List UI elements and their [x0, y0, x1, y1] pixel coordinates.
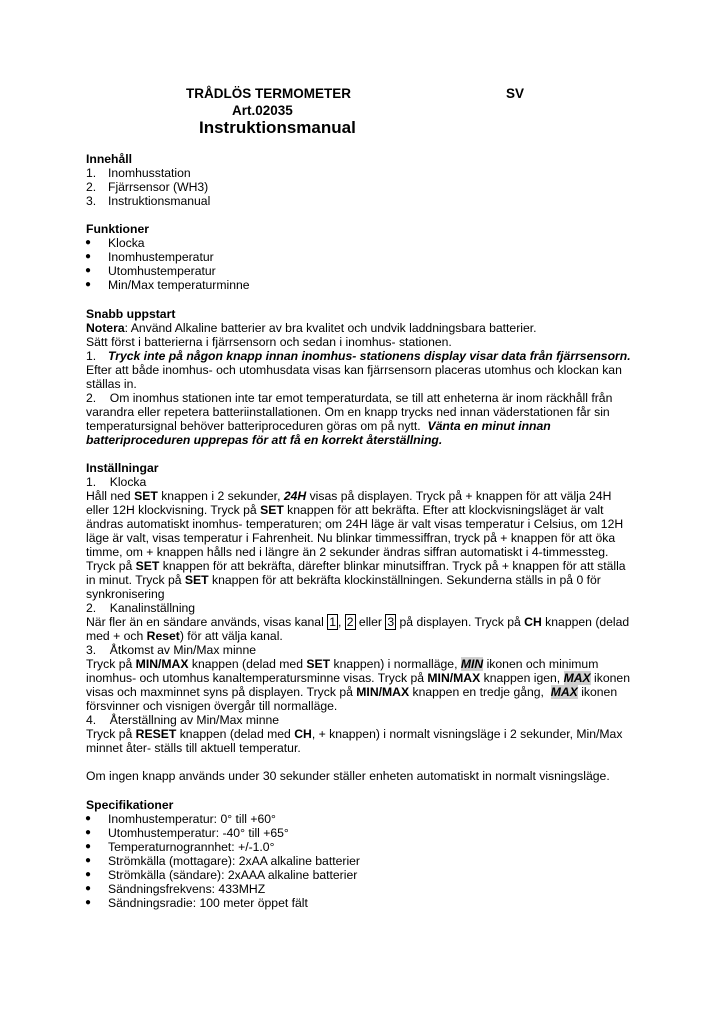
text-span: knappen (delad med: [176, 727, 295, 741]
channel-title: 2. Kanalinställning: [86, 601, 196, 615]
text-span: Håll ned: [86, 489, 135, 503]
text-span: Tryck på: [86, 727, 136, 741]
text-span: knappen för att bekräfta. Efter att klockvisningsläget är valt: [283, 503, 604, 517]
language-code: SV: [506, 86, 525, 101]
text-span: knappen en tredje gång,: [409, 685, 551, 699]
text-span: visas och maxminnet syns på displayen. Tryck på: [86, 685, 357, 699]
document-title: TRÅDLÖS TERMOMETER: [186, 86, 351, 101]
list-item: ● Sändningsradie: 100 meter öppet fält: [108, 896, 308, 910]
auto-return-note: Om ingen knapp används under 30 sekunder ställer enheten automatiskt in normalt visningsläge.: [86, 769, 610, 783]
list-item: ● Utomhustemperatur: -40° till +65°: [108, 826, 289, 840]
text-span: knappen i 2 sekunder,: [157, 489, 284, 503]
text-span: ,: [337, 615, 345, 629]
text-span: knappen för att bekräfta, därefter blinkar minutsiffran. Tryck på + knappen för att ställa: [159, 559, 626, 573]
paragraph-line: [86, 629, 283, 643]
list-item: ● Utomhustemperatur: [108, 264, 216, 278]
max-icon-label: MAX: [550, 685, 578, 699]
paragraph-line: Sätt först i batterierna i fjärrsensorn och sedan i inomhus- stationen.: [86, 335, 452, 349]
text-span: ikonen och minimum: [483, 657, 599, 671]
paragraph-line: [86, 559, 626, 573]
paragraph-line: [86, 489, 611, 503]
paragraph-line: Efter att både inomhus- och utomhusdata visas kan fjärrsensorn placeras utomhus och klockan kan: [86, 363, 622, 377]
list-item: ● Inomhustemperatur: 0° till +60°: [108, 812, 276, 826]
set-key: SET: [260, 503, 284, 517]
text-span: knappen (delad: [541, 615, 630, 629]
list-item: ● Temperaturnogrannhet: +/-1.0°: [108, 840, 274, 854]
max-icon-label: MAX: [563, 671, 591, 685]
quickstart-note: [86, 321, 537, 335]
text-span: Tryck på: [86, 559, 136, 573]
manual-subtitle: Instruktionsmanual: [199, 118, 356, 137]
reset-key: Reset: [146, 629, 180, 643]
list-item: ● Min/Max temperaturminne: [108, 278, 250, 292]
note-label: Notera: [86, 321, 125, 335]
text-span: Tryck på: [86, 657, 136, 671]
ch-key: CH: [294, 727, 312, 741]
wait-instruction-cont: batteriproceduren upprepas för att få en korrekt återställning.: [86, 433, 443, 447]
minmax-key: MIN/MAX: [135, 657, 189, 671]
text-span: med + och: [86, 629, 147, 643]
text-span: knappen för att bekräfta klockinställningen. Sekunderna ställs in på 0 för: [208, 573, 601, 587]
contents-number-3: 3.: [86, 194, 97, 208]
text-span: knappen (delad med: [188, 657, 307, 671]
text-span: in minut. Tryck på: [86, 573, 185, 587]
reset-title: 4. Återställning av Min/Max minne: [86, 713, 280, 727]
contents-number-2: 2.: [86, 180, 97, 194]
list-item: ● Klocka: [108, 236, 145, 250]
text-span: inomhus- och utomhus kanaltemperatursminne visas. Tryck på: [86, 671, 428, 685]
contents-heading: Innehåll: [86, 152, 133, 166]
paragraph-line: minnet åter- ställs till aktuell temperatur.: [86, 741, 301, 755]
set-key: SET: [134, 489, 158, 503]
paragraph-line: [86, 657, 598, 671]
set-key: SET: [184, 573, 209, 587]
ch-key: CH: [524, 615, 542, 629]
text-span: knappen igen,: [480, 671, 564, 685]
text-span: ikonen: [577, 685, 618, 699]
paragraph-line: [86, 419, 551, 433]
text-span: visas på displayen. Tryck på + knappen för att välja 24H: [306, 489, 612, 503]
channel-1-box: 1: [329, 615, 336, 629]
paragraph-line: [86, 615, 629, 629]
text-span: eller: [355, 615, 386, 629]
paragraph-line: ändras automatiskt inomhus- temperaturen; om 24H läge är valt visas temperatur i Celsius, om 12H: [86, 517, 624, 531]
text-span: ) för att välja kanal.: [179, 629, 283, 643]
24h-label: 24H: [283, 489, 307, 503]
channel-2-box: 2: [346, 615, 354, 629]
list-item: Instruktionsmanual: [108, 194, 211, 208]
specs-heading: Specifikationer: [86, 798, 174, 812]
paragraph-line: [86, 503, 604, 517]
list-item: Inomhusstation: [108, 166, 191, 180]
paragraph-line: [86, 671, 630, 685]
text-span: knappen) i normalläge,: [330, 657, 461, 671]
channel-3-box: 3: [387, 615, 395, 629]
set-key: SET: [306, 657, 331, 671]
step-1-warning: Tryck inte på någon knapp innan inomhus- stationens display visar data från fjärrsensorn.: [108, 349, 631, 363]
paragraph-line: ställas in.: [86, 377, 137, 391]
note-text: : Använd Alkaline batterier av bra kvalitet och undvik laddningsbara batterier.: [124, 321, 537, 335]
text-span: temperatursignal behöver batteriproceduren göras om på nytt.: [86, 419, 428, 433]
paragraph-line: varandra eller repetera batteriinstallationen. Om en knapp trycks ned innan väderstationen får sin: [86, 405, 610, 419]
min-icon-label: MIN: [460, 657, 484, 671]
paragraph-line: [86, 727, 622, 741]
text-span: ikonen: [590, 671, 630, 685]
set-key: SET: [135, 559, 160, 573]
list-item: ● Sändningsfrekvens: 433MHZ: [108, 882, 265, 896]
list-item: ● Inomhustemperatur: [108, 250, 214, 264]
minmax-title: 3. Åtkomst av Min/Max minne: [86, 643, 257, 657]
list-item: Fjärrsensor (WH3): [108, 180, 209, 194]
minmax-key: MIN/MAX: [356, 685, 410, 699]
paragraph-line: [86, 573, 601, 587]
list-item: ● Strömkälla (sändare): 2xAAA alkaline batterier: [108, 868, 357, 882]
paragraph-line: 2. Om inomhus stationen inte tar emot temperaturdata, se till att enheterna är inom räckhåll från: [86, 391, 613, 405]
paragraph-line: timme, om + knappen hålls ned i längre än 2 sekunder ändras siffran automatiskt i 4-timmessteg.: [86, 545, 609, 559]
reset-key: RESET: [135, 727, 177, 741]
contents-number-1: 1.: [86, 166, 97, 180]
step-1-number: 1.: [86, 349, 97, 363]
functions-heading: Funktioner: [86, 222, 149, 236]
text-span: , + knappen) i normalt visningsläge i 2 sekunder, Min/Max: [311, 727, 623, 741]
wait-instruction: Vänta en minut innan: [427, 419, 551, 433]
paragraph-line: försvinner och visnigen övergår till normalläge.: [86, 699, 338, 713]
text-span: När fler än en sändare används, visas kanal: [86, 615, 328, 629]
quickstart-heading: Snabb uppstart: [86, 307, 176, 321]
paragraph-line: synkronisering: [86, 587, 165, 601]
list-item: ● Strömkälla (mottagare): 2xAA alkaline batterier: [108, 854, 360, 868]
settings-heading: Inställningar: [86, 461, 159, 475]
article-number: Art.02035: [232, 103, 293, 118]
paragraph-line: [86, 685, 617, 699]
paragraph-line: läge är valt, visas temperatur i Fahrenheit. Nu blinkar timmessiffran, tryck på + knappen för att öka: [86, 531, 616, 545]
clock-title: 1. Klocka: [86, 475, 147, 489]
minmax-key: MIN/MAX: [427, 671, 481, 685]
text-span: eller 12H klockvisning. Tryck på: [86, 503, 261, 517]
text-span: på displayen. Tryck på: [396, 615, 525, 629]
